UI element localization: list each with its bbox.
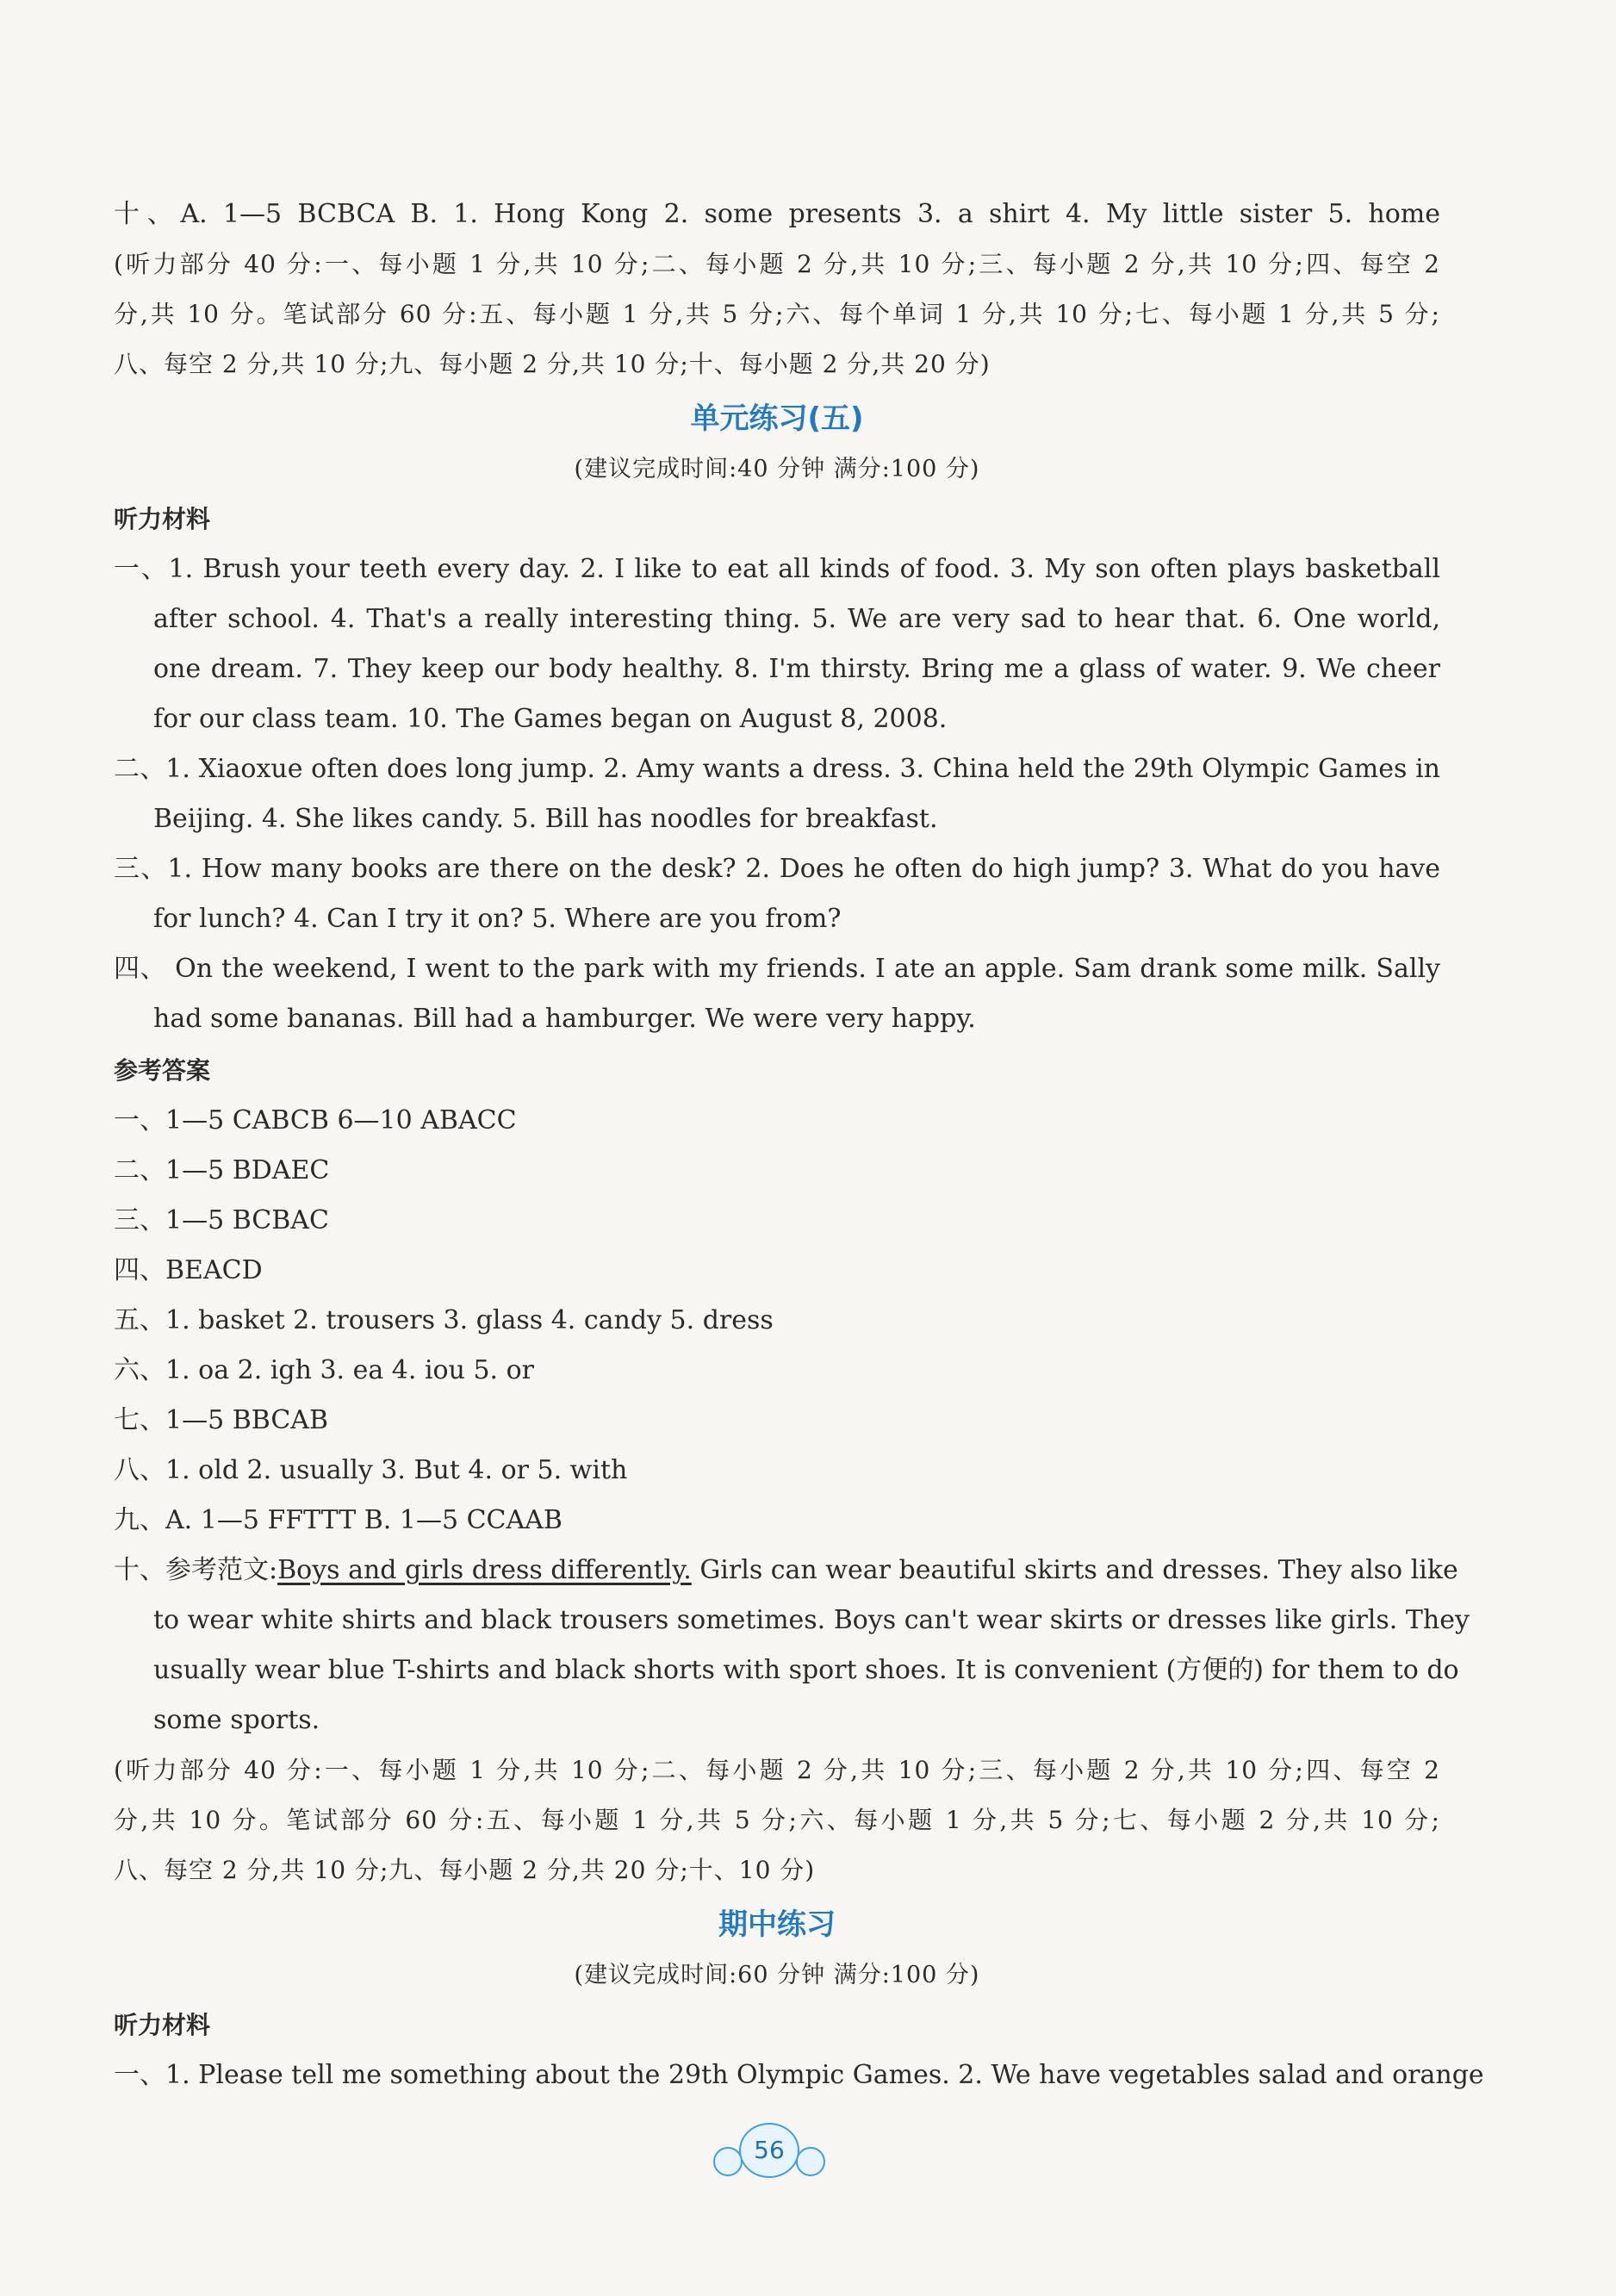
page-number: 56 — [754, 2136, 785, 2164]
unit5-score-line-3: 八、每空 2 分,共 10 分;九、每小题 2 分,共 20 分;十、10 分) — [114, 1856, 816, 1884]
essay-line: to wear white shirts and black trousers sometimes. Boys can't wear skirts or dresses like girls. They — [153, 1605, 1470, 1635]
midterm-title: 期中练习 — [718, 1907, 836, 1942]
unit4-answer-ten: 十、A. 1—5 BCBCA B. 1. Hong Kong 2. some presents 3. a shirt 4. My little sister 5. home — [114, 199, 1440, 229]
midterm-subtitle: (建议完成时间:60 分钟 满分:100 分) — [574, 1962, 980, 1988]
listening-line: 二、1. Xiaoxue often does long jump. 2. Amy wants a dress. 3. China held the 29th Olympic Games in — [114, 754, 1440, 784]
midterm-listening-line: 一、1. Please tell me something about the 29th Olympic Games. 2. We have vegetables salad and orange — [114, 2060, 1484, 2090]
unit5-listening-material — [114, 544, 1440, 1044]
answer-line: 八、1. old 2. usually 3. But 4. or 5. with — [114, 1455, 628, 1485]
unit5-title: 单元练习(五) — [690, 401, 864, 436]
answer-line: 九、A. 1—5 FFTTT B. 1—5 CCAAB — [114, 1505, 562, 1535]
essay-prefix: 十、参考范文: — [114, 1555, 278, 1585]
document-page — [114, 190, 1484, 2100]
unit4-score-line-2: 分,共 10 分。笔试部分 60 分:五、每小题 1 分,共 5 分;六、每个单词 1 分,共 10 分;七、每小题 1 分,共 5 分; — [114, 300, 1440, 328]
unit4-score-line-1: (听力部分 40 分:一、每小题 1 分,共 10 分;二、每小题 2 分,共 10 分;三、每小题 2 分,共 10 分;四、每空 2 — [114, 250, 1440, 278]
listening-line: after school. 4. That's a really interesting thing. 5. We are very sad to hear that. 6. One world, — [153, 604, 1440, 634]
answer-line: 一、1—5 CABCB 6—10 ABACC — [114, 1105, 517, 1136]
essay-line: usually wear blue T-shirts and black shorts with sport shoes. It is convenient (方便的) for them to do — [153, 1655, 1459, 1685]
unit5-subtitle: (建议完成时间:40 分钟 满分:100 分) — [574, 456, 980, 482]
page-number-bubble-right — [796, 2147, 825, 2176]
essay-line: some sports. — [153, 1705, 320, 1735]
answer-line: 五、1. basket 2. trousers 3. glass 4. candy 5. dress — [114, 1305, 774, 1335]
listening-line: for lunch? 4. Can I try it on? 5. Where are you from? — [153, 904, 842, 934]
listening-line: 三、1. How many books are there on the desk? 2. Does he often do high jump? 3. What do you have — [114, 854, 1440, 884]
listening-line: had some bananas. Bill had a hamburger. We were very happy. — [153, 1004, 976, 1034]
page-number-badge — [713, 2121, 825, 2181]
essay-topic-sentence: Boys and girls dress differently. — [277, 1555, 692, 1585]
unit5-score-line-1: (听力部分 40 分:一、每小题 1 分,共 10 分;二、每小题 2 分,共 10 分;三、每小题 2 分,共 10 分;四、每空 2 — [114, 1756, 1440, 1784]
listening-line: 四、 On the weekend, I went to the park with my friends. I ate an apple. Sam drank some milk. Sally — [114, 954, 1440, 984]
unit5-score-line-2: 分,共 10 分。笔试部分 60 分:五、每小题 1 分,共 5 分;六、每小题 1 分,共 5 分;七、每小题 2 分,共 10 分; — [114, 1806, 1440, 1834]
listening-line: Beijing. 4. She likes candy. 5. Bill has noodles for breakfast. — [153, 804, 938, 834]
unit4-score-line-3: 八、每空 2 分,共 10 分;九、每小题 2 分,共 10 分;十、每小题 2 分,共 20 分) — [114, 350, 991, 378]
unit5-listening-heading: 听力材料 — [114, 505, 211, 533]
answer-line: 三、1—5 BCBAC — [114, 1205, 329, 1235]
listening-line: for our class team. 10. The Games began on August 8, 2008. — [153, 704, 948, 734]
listening-line: one dream. 7. They keep our body healthy. 8. I'm thirsty. Bring me a glass of water. 9. We cheer — [153, 654, 1440, 684]
answer-line: 二、1—5 BDAEC — [114, 1155, 330, 1185]
answer-line: 四、BEACD — [114, 1255, 263, 1285]
answer-line: 七、1—5 BBCAB — [114, 1405, 329, 1435]
page-number-bubble-left — [713, 2147, 743, 2176]
unit5-answers-heading: 参考答案 — [114, 1056, 211, 1085]
essay-first-line — [114, 1546, 1458, 1596]
listening-line: 一、1. Brush your teeth every day. 2. I like to eat all kinds of food. 3. My son often plays basketball — [114, 554, 1440, 584]
answer-line: 六、1. oa 2. igh 3. ea 4. iou 5. or — [114, 1355, 535, 1385]
essay-first-rest: Girls can wear beautiful skirts and dresses. They also like — [691, 1555, 1458, 1585]
midterm-listening-heading: 听力材料 — [114, 2011, 211, 2039]
